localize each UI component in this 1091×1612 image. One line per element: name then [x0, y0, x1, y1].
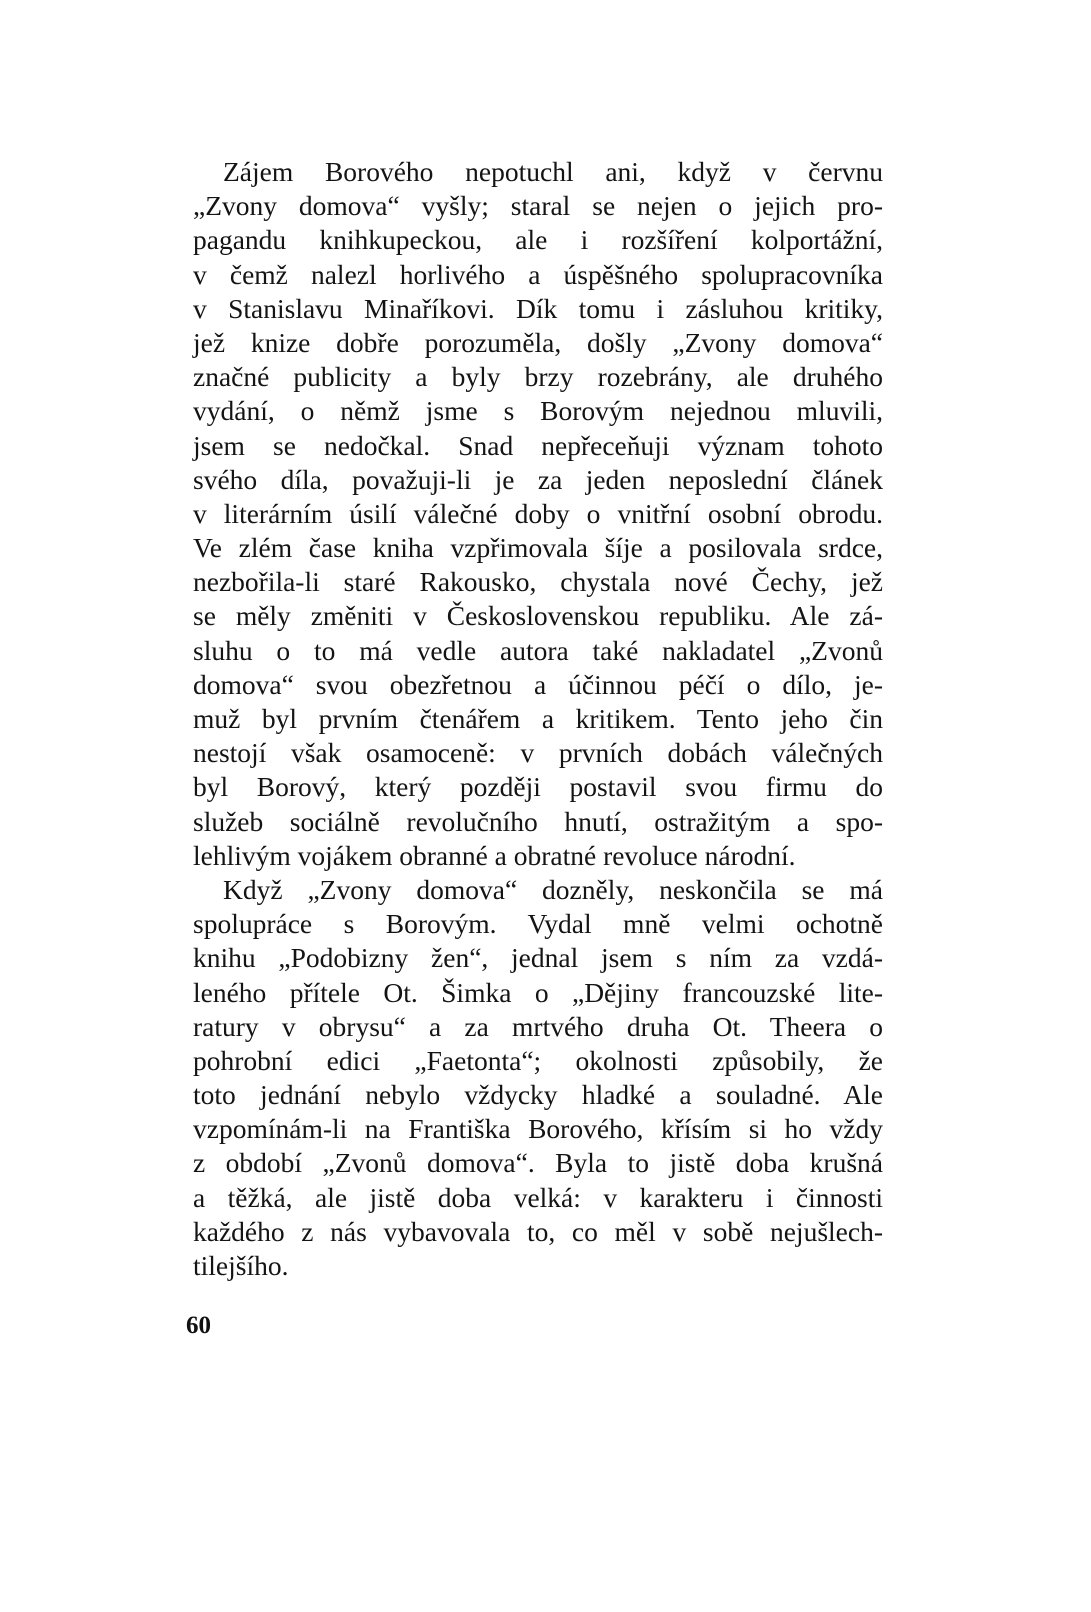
text-line: lehlivým vojákem obranné a obratné revoluce národní.: [193, 839, 796, 871]
text-line: v čemž nalezl horlivého a úspěšného spolupracovníka: [193, 258, 883, 290]
page-number: 60: [186, 1312, 211, 1339]
text-line: tilejšího.: [193, 1250, 289, 1281]
text-line: se měly změniti v Československou republiku. Ale zá-: [193, 600, 883, 632]
text-line: z období „Zvonů domova“. Byla to jistě doba krušná: [193, 1147, 883, 1179]
text-line: značné publicity a byly brzy rozebrány, ale druhého: [193, 361, 883, 393]
text-line: ratury v obrysu“ a za mrtvého druha Ot. Theera o: [193, 1010, 883, 1042]
text-line: vzpomínám-li na Františka Borového, křísím si ho vždy: [193, 1113, 883, 1145]
text-line: v literárním úsilí válečné doby o vnitřní osobní obrodu.: [193, 497, 883, 529]
text-line: každého z nás vybavovala to, co měl v sobě nejušlech-: [193, 1215, 883, 1247]
text-line: toto jednání nebylo vždycky hladké a souladné. Ale: [193, 1079, 883, 1111]
text-line: knihu „Podobizny žen“, jednal jsem s ním za vzdá-: [193, 942, 883, 974]
text-line: „Zvony domova“ vyšly; staral se nejen o jejich pro-: [193, 190, 883, 222]
text-line: jsem se nedočkal. Snad nepřeceňuji význam tohoto: [193, 429, 883, 461]
body-text: [193, 155, 883, 1283]
text-line: sluhu o to má vedle autora také nakladatel „Zvonů: [193, 634, 883, 666]
text-line: pagandu knihkupeckou, ale i rozšíření kolportážní,: [193, 224, 883, 256]
text-line: Když „Zvony domova“ dozněly, neskončila se má: [223, 873, 883, 905]
paragraph: [193, 873, 883, 1283]
text-line: svého díla, považuji-li je za jeden neposlední článek: [193, 463, 883, 495]
text-line: vydání, o němž jsme s Borovým nejednou mluvili,: [193, 395, 883, 427]
text-line: a těžká, ale jistě doba velká: v karakteru i činnosti: [193, 1181, 883, 1213]
text-line: Zájem Borového nepotuchl ani, když v červnu: [223, 156, 883, 187]
text-line: spolupráce s Borovým. Vydal mně velmi ochotně: [193, 908, 883, 940]
text-line: domova“ svou obezřetnou a účinnou péčí o dílo, je-: [193, 668, 883, 700]
text-line: leného přítele Ot. Šimka o „Dějiny francouzské lite-: [193, 976, 883, 1008]
text-line: služeb sociálně revolučního hnutí, ostražitým a spo-: [193, 805, 883, 837]
text-line: muž byl prvním čtenářem a kritikem. Tento jeho čin: [193, 703, 883, 734]
text-line: nestojí však osamoceně: v prvních dobách válečných: [193, 737, 883, 769]
text-line: nezbořila-li staré Rakousko, chystala nové Čechy, jež: [193, 566, 883, 598]
text-line: Ve zlém čase kniha vzpřimovala šíje a posilovala srdce,: [193, 532, 883, 564]
text-line: byl Borový, který později postavil svou firmu do: [193, 771, 883, 803]
text-line: pohrobní edici „Faetonta“; okolnosti způsobily, že: [193, 1044, 883, 1076]
text-line: v Stanislavu Minaříkovi. Dík tomu i zásluhou kritiky,: [193, 292, 883, 324]
paragraph: [193, 155, 883, 873]
text-line: jež knize dobře porozuměla, došly „Zvony domova“: [193, 326, 883, 358]
